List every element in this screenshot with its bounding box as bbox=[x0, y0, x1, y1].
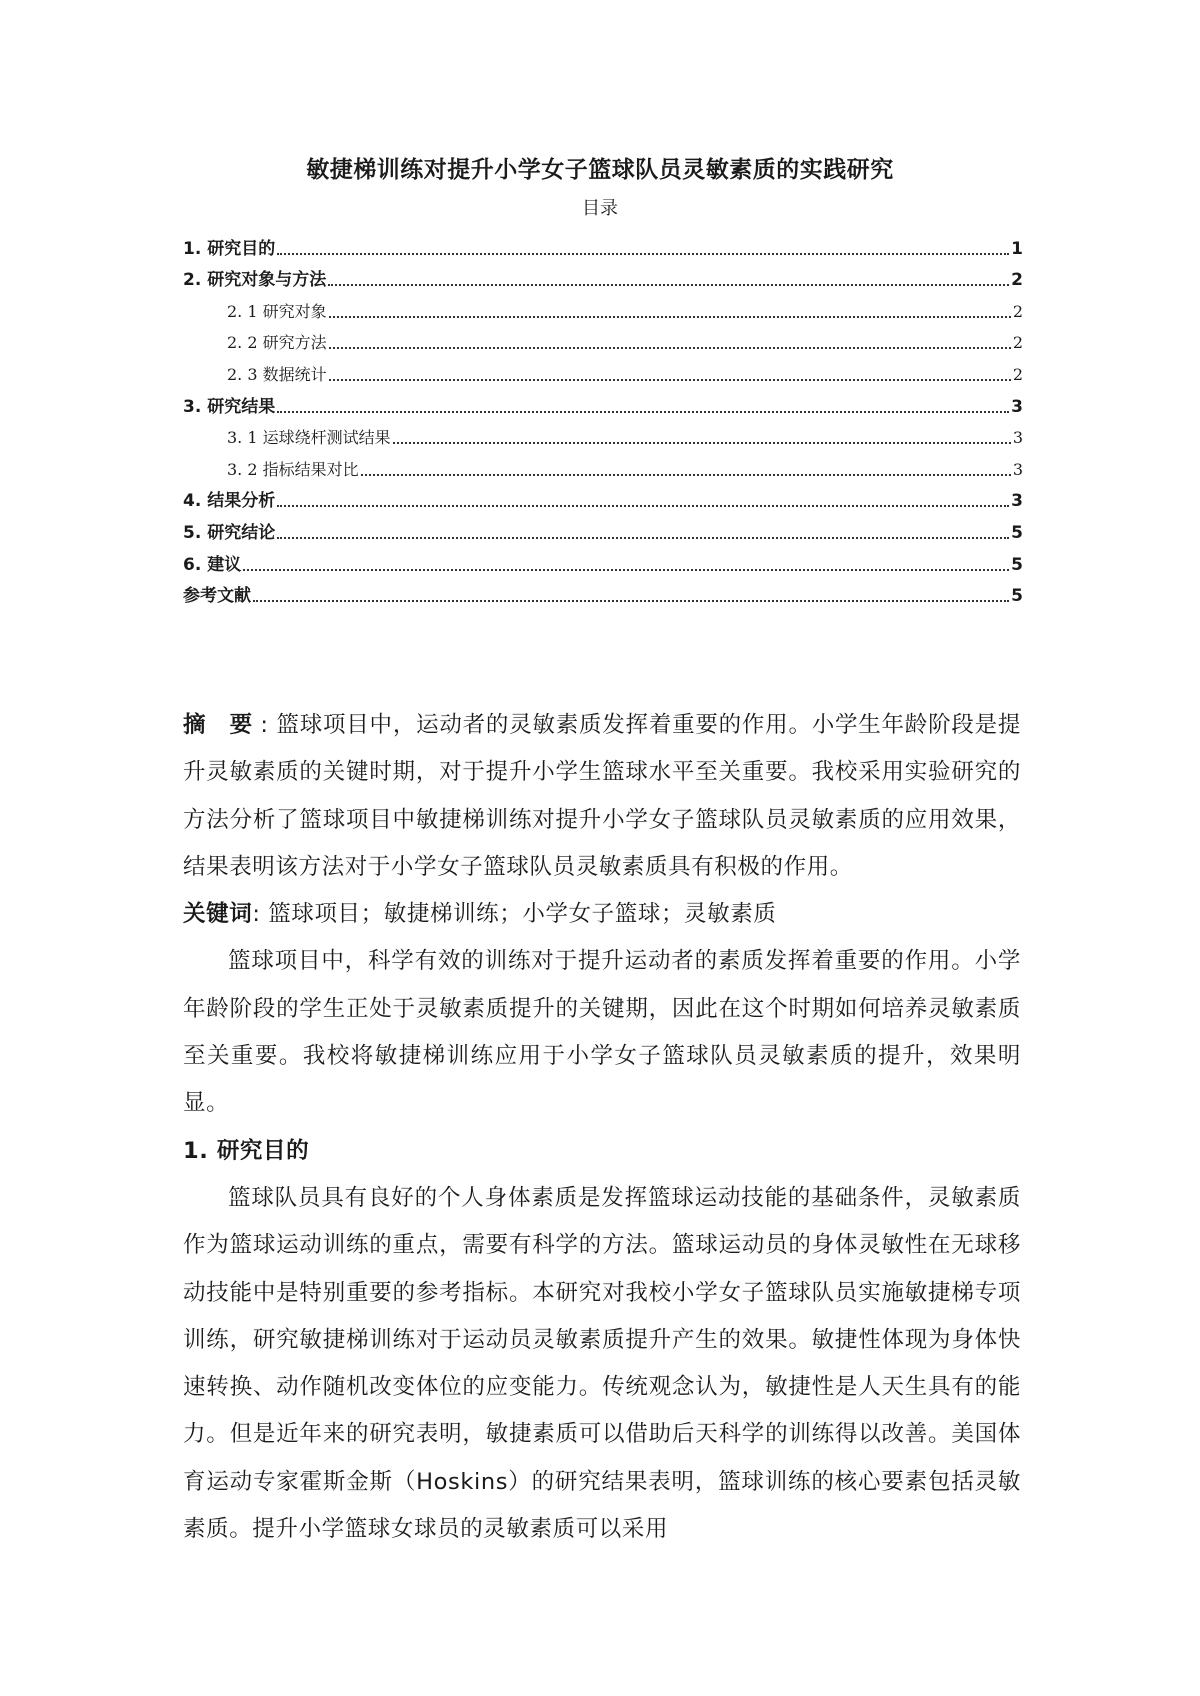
toc-leader-dots bbox=[277, 536, 1009, 539]
toc-entry[interactable] bbox=[183, 544, 1023, 576]
section-heading: 1. 研究目的 bbox=[183, 1137, 310, 1164]
toc-leader-dots bbox=[329, 315, 1011, 318]
toc-entry-page: 2 bbox=[1011, 270, 1023, 291]
toc-leader-dots bbox=[277, 410, 1009, 413]
toc-subentry[interactable] bbox=[183, 323, 1023, 355]
toc-entry-page: 2 bbox=[1012, 301, 1023, 321]
keywords-text: 篮球项目；敏捷梯训练；小学女子篮球；灵敏素质 bbox=[268, 901, 777, 928]
toc-entry[interactable] bbox=[183, 481, 1023, 513]
toc-entry[interactable] bbox=[183, 576, 1023, 608]
toc-entry-label: 1. 研究目的 bbox=[183, 238, 276, 259]
toc-entry[interactable] bbox=[183, 228, 1023, 260]
toc-entry-page: 3 bbox=[1011, 396, 1023, 417]
toc-entry-label: 参考文献 bbox=[183, 586, 251, 607]
toc-entry-label: 2. 研究对象与方法 bbox=[183, 270, 327, 291]
document-body bbox=[183, 702, 1021, 1553]
toc-subentry[interactable] bbox=[183, 449, 1023, 481]
toc-entry-page: 3 bbox=[1012, 459, 1023, 479]
toc-entry-label: 2. 3 数据统计 bbox=[227, 364, 327, 384]
toc-entry-page: 5 bbox=[1011, 554, 1023, 575]
toc-subentry[interactable] bbox=[183, 418, 1023, 450]
toc-entry-label: 3. 研究结果 bbox=[183, 396, 276, 417]
table-of-contents bbox=[183, 228, 1023, 607]
abstract-separator: : bbox=[260, 712, 277, 738]
toc-leader-dots bbox=[277, 252, 1009, 255]
toc-leader-dots bbox=[329, 346, 1011, 349]
abstract-paragraph bbox=[183, 702, 1021, 891]
toc-leader-dots bbox=[253, 599, 1009, 602]
keywords-separator: : bbox=[252, 901, 269, 928]
document-title: 敏捷梯训练对提升小学女子篮球队员灵敏素质的实践研究 bbox=[306, 157, 894, 183]
toc-entry-page: 2 bbox=[1012, 364, 1023, 384]
toc-leader-dots bbox=[328, 283, 1009, 286]
toc-leader-dots bbox=[329, 378, 1011, 381]
toc-entry-label: 4. 结果分析 bbox=[183, 491, 276, 512]
toc-entry[interactable] bbox=[183, 386, 1023, 418]
toc-leader-dots bbox=[361, 473, 1011, 476]
toc-entry-label: 3. 1 运球绕杆测试结果 bbox=[227, 428, 391, 448]
keywords-paragraph bbox=[183, 891, 1021, 938]
toc-entry-page: 3 bbox=[1012, 428, 1023, 448]
toc-entry-page: 1 bbox=[1011, 238, 1023, 259]
keywords-label: 关键词 bbox=[183, 901, 253, 928]
toc-subentry[interactable] bbox=[183, 354, 1023, 386]
abstract-text: 篮球项目中，运动者的灵敏素质发挥着重要的作用。小学生年龄阶段是提升灵敏素质的关键时期，对于提升小学生篮球水平至关重要。我校采用实验研究的方法分析了篮球项目中敏捷梯训练对提升小学女子篮球队员灵敏素质的应用效果，结果表明该方法对于小学女子篮球队员灵敏素质具有积极的作用。 bbox=[183, 712, 1021, 880]
toc-entry-page: 2 bbox=[1012, 333, 1023, 353]
section-paragraph: 篮球队员具有良好的个人身体素质是发挥篮球运动技能的基础条件，灵敏素质作为篮球运动训练的重点，需要有科学的方法。篮球运动员的身体灵敏性在无球移动技能中是特别重要的参考指标。本研究对我校小学女子篮球队员实施敏捷梯专项训练，研究敏捷梯训练对于运动员灵敏素质提升产生的效果。敏捷性体现为身体快速转换、动作随机改变体位的应变能力。传统观念认为，敏捷性是人天生具有的能力。但是近年来的研究表明，敏捷素质可以借助后天科学的训练得以改善。美国体育运动专家霍斯金斯（Hoskins）的研究结果表明，篮球训练的核心要素包括灵敏素质。提升小学篮球女球员的灵敏素质可以采用 bbox=[183, 1184, 1021, 1543]
toc-entry[interactable] bbox=[183, 512, 1023, 544]
intro-paragraph: 篮球项目中，科学有效的训练对于提升运动者的素质发挥着重要的作用。小学年龄阶段的学生正处于灵敏素质提升的关键期，因此在这个时期如何培养灵敏素质至关重要。我校将敏捷梯训练应用于小学女子篮球队员灵敏素质的提升，效果明显。 bbox=[183, 948, 1021, 1117]
toc-heading: 目录 bbox=[582, 198, 618, 219]
toc-entry-label: 2. 1 研究对象 bbox=[227, 301, 327, 321]
toc-leader-dots bbox=[243, 568, 1009, 571]
toc-entry-page: 5 bbox=[1011, 586, 1023, 607]
toc-entry-label: 5. 研究结论 bbox=[183, 522, 276, 543]
toc-entry-label: 2. 2 研究方法 bbox=[227, 333, 327, 353]
abstract-label: 摘 要 bbox=[183, 712, 261, 738]
toc-entry-page: 5 bbox=[1011, 522, 1023, 543]
toc-subentry[interactable] bbox=[183, 291, 1023, 323]
toc-entry-label: 6. 建议 bbox=[183, 554, 242, 575]
toc-entry-label: 3. 2 指标结果对比 bbox=[227, 459, 359, 479]
toc-leader-dots bbox=[277, 504, 1009, 507]
toc-entry[interactable] bbox=[183, 260, 1023, 292]
toc-leader-dots bbox=[393, 441, 1011, 444]
toc-entry-page: 3 bbox=[1011, 491, 1023, 512]
